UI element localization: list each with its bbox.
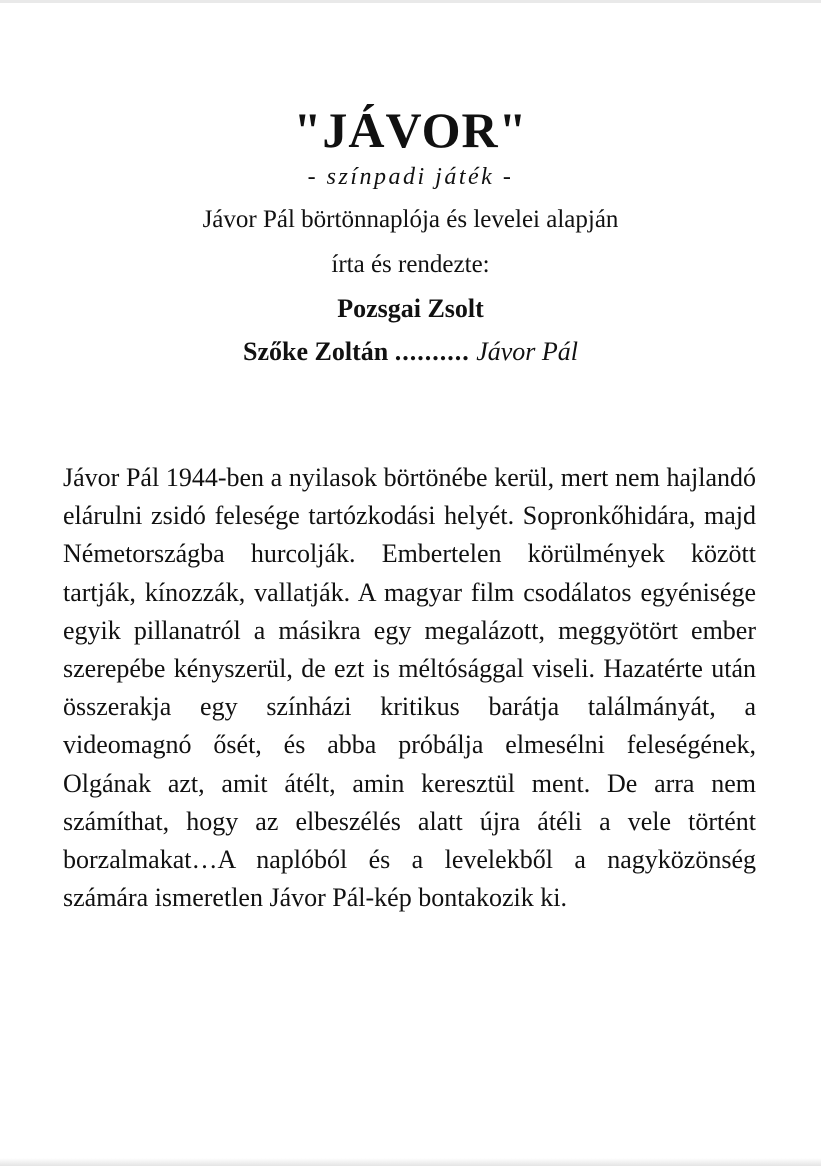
writer-label: írta és rendezte: (331, 251, 490, 278)
cast-actor: Szőke Zoltán (243, 337, 389, 366)
play-subtitle: - színpadi játék - (307, 164, 514, 190)
cast-line (0, 336, 821, 368)
cast-dots: .......... (394, 337, 470, 366)
cast-role: Jávor Pál (476, 337, 578, 366)
author-name: Pozsgai Zsolt (337, 294, 484, 323)
scan-edge-top (0, 0, 821, 3)
play-header (0, 100, 821, 368)
scan-edge-bottom (0, 1158, 821, 1166)
play-title: "JÁVOR" (293, 102, 528, 158)
source-line: Jávor Pál börtönnaplója és levelei alapján (202, 206, 619, 233)
description-paragraph: Jávor Pál 1944-ben a nyilasok börtönébe kerül, mert nem hajlandó elárulni zsidó felesége tartózkodási helyét. Sopronkőhidára, majd Németországba hurcolják. Embertelen körülmények között tartják, kínozzák, vallatják. A magyar film csodálatos egyénisége egyik pillanatról a másikra egy megalázott, meggyötört ember szerepébe kényszerül, de ezt is méltósággal viseli. Hazatérte után összerakja egy színházi kritikus barátja találmányát, a videomagnó ősét, és abba próbálja elmesélni feleségének, Olgának azt, amit átélt, amin keresztül ment. De arra nem számíthat, hogy az elbeszélés alatt újra átéli a vele történt borzalmakat…A naplóból és a levelekből a nagyközönség számára ismeretlen Jávor Pál-kép bontakozik ki. (63, 463, 756, 913)
